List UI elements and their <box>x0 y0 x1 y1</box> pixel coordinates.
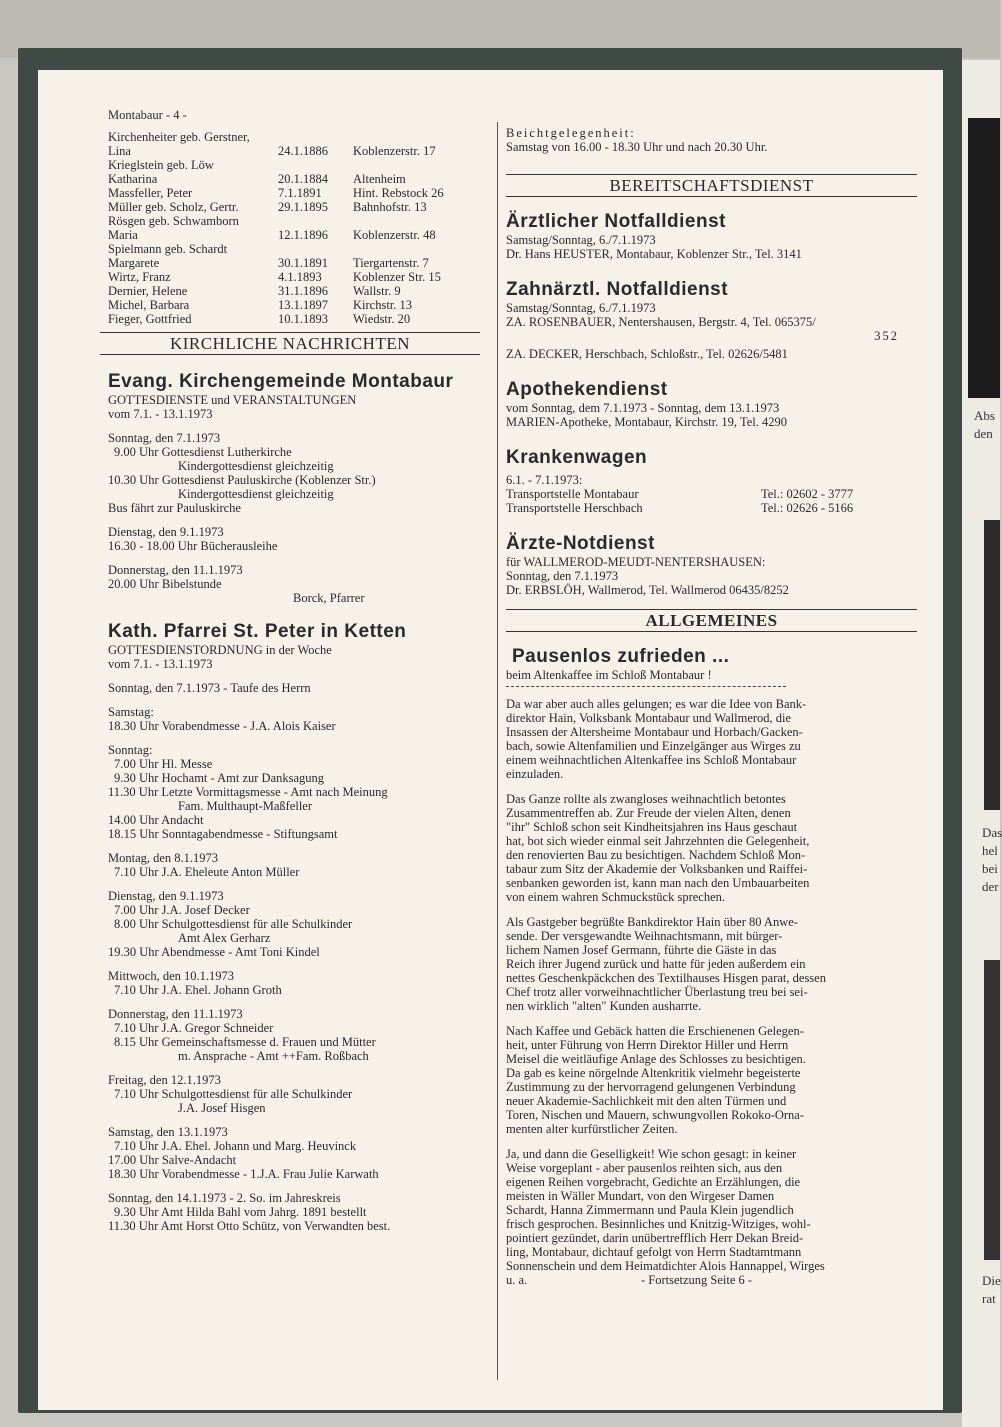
article-line: Da war aber auch alles gelungen; es war die Idee von Bank- <box>506 697 807 711</box>
krankenwagen-list <box>506 487 911 515</box>
article-line: nen wirklich "alten" Kunden ausharrte. <box>506 999 702 1013</box>
article-subtitle: beim Altenkaffee im Schloß Montabaur ! <box>506 668 712 682</box>
text-line: 10.30 Uhr Gottesdienst Pauluskirche (Koblenzer Str.) <box>108 473 376 487</box>
zahn-line: ZA. ROSENBAUER, Nentershausen, Bergstr. 4, Tel. 065375/ <box>506 315 816 329</box>
continuation-note: - Fortsetzung Seite 6 - <box>641 1273 753 1287</box>
birthday-date: 12.1.1896 <box>278 228 328 242</box>
text-line: Montag, den 8.1.1973 <box>108 851 219 865</box>
birthday-name: Kirchenheiter geb. Gerstner, <box>108 130 250 144</box>
text-line: 16.30 - 18.00 Uhr Bücherausleihe <box>108 539 278 553</box>
birthday-date: 10.1.1893 <box>278 312 328 326</box>
text-line: vom 7.1. - 13.1.1973 <box>108 657 213 671</box>
text-line: Kindergottesdienst gleichzeitig <box>178 459 334 473</box>
text-line: Dienstag, den 9.1.1973 <box>108 525 224 539</box>
spacer <box>108 879 488 889</box>
text-line: vom 7.1. - 13.1.1973 <box>108 407 213 421</box>
text-line: Amt Alex Gerharz <box>178 931 271 945</box>
article-line: direktor Hain, Volksbank Montabaur und Wallmerod, die <box>506 711 792 725</box>
text-line: Kindergottesdienst gleichzeitig <box>178 487 334 501</box>
article-end: u. a. <box>506 1273 528 1287</box>
birthday-date: 7.1.1891 <box>278 186 322 200</box>
birthday-row <box>108 200 488 214</box>
adjacent-photo <box>984 960 1000 1260</box>
kath-schedule <box>108 643 488 1233</box>
article-line: menten alter kurfürstlicher Zeiten. <box>506 1122 678 1136</box>
birthday-name-2: Katharina <box>108 172 158 186</box>
birthday-name: Spielmann geb. Schardt <box>108 242 228 256</box>
evang-schedule <box>108 393 488 605</box>
spacer <box>108 1115 488 1125</box>
text-line: Fam. Multhaupt-Maßfeller <box>178 799 312 813</box>
article-paragraph <box>506 697 911 781</box>
article-line: einem weihnachtlichen Altenkaffee ins Schloß Montabaur <box>506 753 797 767</box>
notdienst-details <box>506 555 911 597</box>
birthday-entry <box>108 312 488 326</box>
text-line: GOTTESDIENSTE und VERANSTALTUNGEN <box>108 393 357 407</box>
article-line: Zusammentreffen ab. Zur Freude der vielen Alten, denen <box>506 806 791 820</box>
article-line: Ja, und dann die Geselligkeit! Wie schon gesagt: in keiner <box>506 1147 797 1161</box>
zahn-line: Samstag/Sonntag, 6./7.1.1973 <box>506 301 656 315</box>
article-line: bach, sowie Altenfamilien und Einzelgänger aus Wirges zu <box>506 739 801 753</box>
birthday-name: Krieglstein geb. Löw <box>108 158 214 172</box>
text-line: 7.10 Uhr J.A. Gregor Schneider <box>114 1021 274 1035</box>
allgemeines-heading: ALLGEMEINES <box>506 609 917 632</box>
article-line: "ihr" Schloß schon seit Kindheitsjahren ins Haus geschaut <box>506 820 798 834</box>
spacer <box>108 553 488 563</box>
article-line: Da gab es keine nörgelnde Altenkritik vielmehr begeisterte <box>506 1066 801 1080</box>
article-line: lichem Namen Josef Germann, führte die Gäste in das <box>506 943 777 957</box>
kirchliche-nachrichten-heading: KIRCHLICHE NACHRICHTEN <box>100 332 480 355</box>
text-line: Bus fährt zur Pauluskirche <box>108 501 241 515</box>
article-line: nettes Geschenkpäckchen des Textilhauses Hisgen parat, dessen <box>506 971 826 985</box>
text-line: 8.00 Uhr Schulgottesdienst für alle Schulkinder <box>114 917 353 931</box>
text-line: Dr. Hans HEUSTER, Montabaur, Koblenzer Str., Tel. 3141 <box>506 247 802 261</box>
zahn-line: 352 <box>874 329 899 343</box>
birthday-name-2: Maria <box>108 228 138 242</box>
birthday-address: Altenheim <box>353 172 406 186</box>
birthday-date: 13.1.1897 <box>278 298 328 312</box>
birthday-address: Hint. Rebstock 26 <box>353 186 444 200</box>
article-line: pointiert gezündet, darin unübertrefflich Herr Dekan Breid- <box>506 1231 804 1245</box>
birthday-address: Wallstr. 9 <box>353 284 401 298</box>
spacer <box>108 421 488 431</box>
text-line: 11.30 Uhr Letzte Vormittagsmesse - Amt nach Meinung <box>108 785 388 799</box>
birthday-address: Koblenzerstr. 17 <box>353 144 436 158</box>
article-paragraph <box>506 792 911 904</box>
text-line: Donnerstag, den 11.1.1973 <box>108 563 243 577</box>
text-line: Sonntag, den 7.1.1973 <box>506 569 619 583</box>
spacer <box>108 1181 488 1191</box>
krankenwagen-row <box>506 487 911 501</box>
article-line: heit, unter Führung von Herrn Direktor Hiller und Herrn <box>506 1038 789 1052</box>
text-line: 9.00 Uhr Gottesdienst Lutherkirche <box>114 445 292 459</box>
text-line: Dienstag, den 9.1.1973 <box>108 889 224 903</box>
birthday-name: Wirtz, Franz <box>108 270 171 284</box>
text-line: Samstag: <box>108 705 154 719</box>
article-line: von einem wahren Schmuckstück sprechen. <box>506 890 726 904</box>
birthday-entry <box>108 242 488 270</box>
birthday-name: Dernier, Helene <box>108 284 188 298</box>
birthday-list <box>108 130 488 326</box>
birthday-address: Tiergartenstr. 7 <box>353 256 429 270</box>
text-line: 20.00 Uhr Bibelstunde <box>108 577 222 591</box>
text-line: 7.10 Uhr J.A. Ehel. Johann und Marg. Heuvinck <box>114 1139 357 1153</box>
apotheken-title: Apothekendienst <box>506 379 668 400</box>
text-line: Sonntag, den 7.1.1973 <box>108 431 221 445</box>
adjacent-text: der <box>982 879 999 894</box>
page-header: Montabaur - 4 - <box>108 108 187 122</box>
text-line: Borck, Pfarrer <box>293 591 365 605</box>
birthday-address: Kirchstr. 13 <box>353 298 413 312</box>
text-line: für WALLMEROD-MEUDT-NENTERSHAUSEN: <box>506 555 766 569</box>
birthday-row <box>108 312 488 326</box>
text-line: 7.10 Uhr Schulgottesdienst für alle Schulkinder <box>114 1087 353 1101</box>
birthday-row <box>108 256 488 270</box>
article-line: meisten in Wäller Mundart, von den Wirgeser Damen <box>506 1189 775 1203</box>
kath-title: Kath. Pfarrei St. Peter in Ketten <box>108 621 407 642</box>
birthday-row <box>108 298 488 312</box>
birthday-row <box>108 228 488 242</box>
article-line: Meisel die weitläufige Anlage des Schlosses zu besichtigen. <box>506 1052 806 1066</box>
birthday-date: 24.1.1886 <box>278 144 328 158</box>
article-line: sende. Der versgewandte Weihnachtsmann, mit bürger- <box>506 929 783 943</box>
text-line: 18.30 Uhr Vorabendmesse - J.A. Alois Kaiser <box>108 719 336 733</box>
article-line: einzuladen. <box>506 767 564 781</box>
text-line: 7.00 Uhr J.A. Josef Decker <box>114 903 250 917</box>
birthday-row <box>108 186 488 200</box>
birthday-entry <box>108 214 488 242</box>
transport-tel: Tel.: 02626 - 5166 <box>761 501 854 515</box>
birthday-name: Michel, Barbara <box>108 298 190 312</box>
spacer <box>108 695 488 705</box>
text-line: Freitag, den 12.1.1973 <box>108 1073 221 1087</box>
article-paragraph <box>506 1273 911 1287</box>
text-line: J.A. Josef Hisgen <box>178 1101 266 1115</box>
birthday-entry <box>108 298 488 312</box>
birthday-row <box>108 284 488 298</box>
text-line: 19.30 Uhr Abendmesse - Amt Toni Kindel <box>108 945 320 959</box>
birthday-address: Koblenzer Str. 15 <box>353 270 441 284</box>
birthday-name: Müller geb. Scholz, Gertr. <box>108 200 239 214</box>
text-line: GOTTESDIENSTORDNUNG in der Woche <box>108 643 332 657</box>
arzt-details <box>506 233 911 261</box>
adjacent-photo <box>984 520 1000 810</box>
birthday-name-2: Lina <box>108 144 131 158</box>
birthday-entry <box>108 186 488 200</box>
adjacent-text: rat <box>982 1291 996 1306</box>
birthday-entry <box>108 158 488 186</box>
birthday-address: Bahnhofstr. 13 <box>353 200 427 214</box>
notdienst-title: Ärzte-Notdienst <box>506 533 655 554</box>
text-line: Sonntag, den 7.1.1973 - Taufe des Herrn <box>108 681 311 695</box>
text-line: Samstag/Sonntag, 6./7.1.1973 <box>506 233 656 247</box>
birthday-name: Rösgen geb. Schwamborn <box>108 214 239 228</box>
spacer <box>108 515 488 525</box>
article-paragraph <box>506 1024 911 1136</box>
adjacent-text: bei <box>982 861 998 876</box>
left-column <box>108 108 488 1233</box>
adjacent-text: Abs <box>974 408 995 423</box>
birthday-entry <box>108 284 488 298</box>
zahn-title: Zahnärztl. Notfalldienst <box>506 279 729 300</box>
text-line: Samstag, den 13.1.1973 <box>108 1125 228 1139</box>
adjacent-text: Das <box>982 825 1002 840</box>
apotheken-details <box>506 401 911 429</box>
bereitschaftsdienst-heading: BEREITSCHAFTSDIENST <box>506 174 917 197</box>
column-divider <box>497 122 498 1380</box>
spacer <box>108 671 488 681</box>
text-line: 7.00 Uhr Hl. Messe <box>114 757 213 771</box>
krankenwagen-title: Krankenwagen <box>506 447 648 468</box>
birthday-date: 20.1.1884 <box>278 172 328 186</box>
birthday-date: 30.1.1891 <box>278 256 328 270</box>
birthday-entry <box>108 270 488 284</box>
article-line: Schardt, Hanna Zimmermann und Paula Klein jugendlich <box>506 1203 794 1217</box>
article-body <box>506 697 911 1287</box>
article-line: frisch gesprochen. Besinnliches und Knitzig-Witziges, wohl- <box>506 1217 811 1231</box>
spacer <box>108 1063 488 1073</box>
transport-tel: Tel.: 02602 - 3777 <box>761 487 854 501</box>
text-line: 14.00 Uhr Andacht <box>108 813 204 827</box>
birthday-date: 29.1.1895 <box>278 200 328 214</box>
adjacent-photo <box>968 118 1000 398</box>
birthday-name-2: Margarete <box>108 256 160 270</box>
spacer <box>108 733 488 743</box>
spacer <box>108 841 488 851</box>
article-line: Reich ihrer Jugend zurück und hatte für jeden außerdem ein <box>506 957 806 971</box>
beicht-text: Samstag von 16.00 - 18.30 Uhr und nach 20.30 Uhr. <box>506 140 768 154</box>
article-line: Insassen der Altersheime Montabaur und Horbach/Gacken- <box>506 725 803 739</box>
birthday-name: Massfeller, Peter <box>108 186 193 200</box>
krankenwagen-row <box>506 501 911 515</box>
text-line: 18.15 Uhr Sonntagabendmesse - Stiftungsamt <box>108 827 338 841</box>
text-line: Mittwoch, den 10.1.1973 <box>108 969 235 983</box>
zahn-line: ZA. DECKER, Herschbach, Schloßstr., Tel. 02626/5481 <box>506 347 788 361</box>
dashed-rule <box>506 686 786 687</box>
article-line: Zustimmung zu der hervorragend gelungenen Verbindung <box>506 1080 796 1094</box>
article-line: Toren, Nischen und Mauern, schwungvollen Rokoko-Orna- <box>506 1108 805 1122</box>
article-line: Als Gastgeber begrüßte Bankdirektor Hain über 80 Anwe- <box>506 915 798 929</box>
arzt-title: Ärztlicher Notfalldienst <box>506 211 726 232</box>
text-line: 9.30 Uhr Amt Hilda Bahl vom Jahrg. 1891 bestellt <box>114 1205 367 1219</box>
right-column <box>506 126 911 1287</box>
article-line: Weise vorgeplant - aber pausenlos reihten sich, aus den <box>506 1161 783 1175</box>
birthday-row <box>108 172 488 186</box>
birthday-date: 31.1.1896 <box>278 284 328 298</box>
krankenwagen-date: 6.1. - 7.1.1973: <box>506 473 583 487</box>
text-line: Sonntag, den 14.1.1973 - 2. So. im Jahreskreis <box>108 1191 341 1205</box>
birthday-address: Wiedstr. 20 <box>353 312 411 326</box>
article-line: hat, bot sich wieder einmal seit Jahrzehnten die Gelegenheit, <box>506 834 810 848</box>
birthday-entry <box>108 200 488 214</box>
text-line: 8.15 Uhr Gemeinschaftsmesse d. Frauen und Mütter <box>114 1035 376 1049</box>
text-line: 11.30 Uhr Amt Horst Otto Schütz, von Verwandten best. <box>108 1219 391 1233</box>
birthday-date: 4.1.1893 <box>278 270 322 284</box>
spacer <box>108 997 488 1007</box>
text-line: Donnerstag, den 11.1.1973 <box>108 1007 243 1021</box>
text-line: Dr. ERBSLÖH, Wallmerod, Tel. Wallmerod 06435/8252 <box>506 583 789 597</box>
beicht-label: Beichtgelegenheit: <box>506 126 636 140</box>
adjacent-text: Die <box>982 1273 1001 1288</box>
birthday-entry <box>108 130 488 158</box>
text-line: 7.10 Uhr J.A. Eheleute Anton Müller <box>114 865 300 879</box>
article-line: neuer Akademie-Sachlichkeit mit den alten Türmen und <box>506 1094 787 1108</box>
text-line: 17.00 Uhr Salve-Andacht <box>108 1153 237 1167</box>
transport-label: Transportstelle Herschbach <box>506 501 643 515</box>
birthday-row <box>108 270 488 284</box>
text-line: 9.30 Uhr Hochamt - Amt zur Danksagung <box>114 771 325 785</box>
birthday-address: Koblenzerstr. 48 <box>353 228 436 242</box>
article-line: Nach Kaffee und Gebäck hatten die Erschienenen Gelegen- <box>506 1024 804 1038</box>
adjacent-text: den <box>974 426 993 441</box>
text-line: m. Ansprache - Amt ++Fam. Roßbach <box>178 1049 369 1063</box>
article-line: Chef trotz aller vorweihnachtlicher Überlastung treu bei sei- <box>506 985 808 999</box>
text-line: Sonntag: <box>108 743 153 757</box>
article-line: tabaur zum Sitz der Akademie der Volksbanken und Raiffei- <box>506 862 808 876</box>
adjacent-text: hel <box>982 843 998 858</box>
spacer <box>108 959 488 969</box>
evang-title: Evang. Kirchengemeinde Montabaur <box>108 371 454 392</box>
article-line: Das Ganze rollte als zwangloses weihnachtlich betontes <box>506 792 786 806</box>
article-paragraph <box>506 1147 911 1273</box>
article-line: den renovierten Bau zu besichtigen. Nachdem Schloß Mon- <box>506 848 806 862</box>
article-line: ling, Montabaur, dichtauf gefolgt von Herrn Stadtamtmann <box>506 1245 802 1259</box>
birthday-name: Fieger, Gottfried <box>108 312 192 326</box>
article-paragraph <box>506 915 911 1013</box>
transport-label: Transportstelle Montabaur <box>506 487 639 501</box>
text-line: 7.10 Uhr J.A. Ehel. Johann Groth <box>114 983 282 997</box>
article-title: Pausenlos zufrieden ... <box>512 646 730 667</box>
text-line: MARIEN-Apotheke, Montabaur, Kirchstr. 19, Tel. 4290 <box>506 415 787 429</box>
birthday-row <box>108 144 488 158</box>
article-line: senbanken geworden ist, kann man nach den Umbauarbeiten <box>506 876 810 890</box>
text-line: vom Sonntag, dem 7.1.1973 - Sonntag, dem 13.1.1973 <box>506 401 780 415</box>
article-line: Sonnenschein und dem Heimatdichter Alois Hannappel, Wirges <box>506 1259 825 1273</box>
text-line: 18.30 Uhr Vorabendmesse - 1.J.A. Frau Julie Karwath <box>108 1167 379 1181</box>
article-line: eigenen Reihen vorgebracht, Gedichte an Erzählungen, die <box>506 1175 801 1189</box>
